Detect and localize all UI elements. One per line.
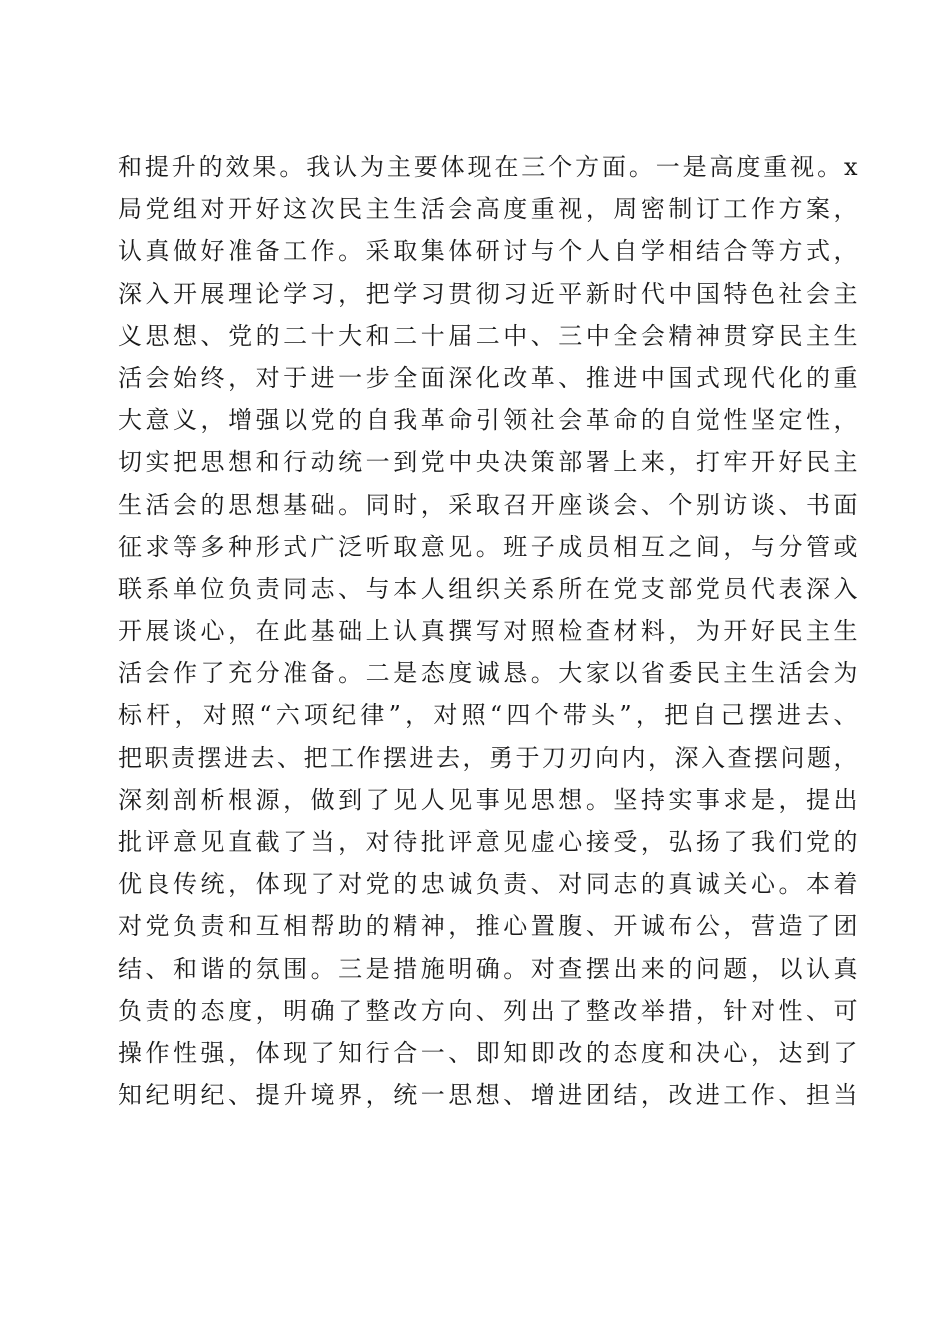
text-line: 结、和谐的氛围。三是措施明确。对查摆出来的问题，以认真 [118, 954, 858, 983]
text-line: 义思想、党的二十大和二十届二中、三中全会精神贯穿民主生 [118, 321, 858, 350]
text-line: 生活会的思想基础。同时，采取召开座谈会、个别访谈、书面 [118, 490, 858, 519]
text-line: 批评意见直截了当，对待批评意见虚心接受，弘扬了我们党的 [118, 828, 858, 856]
text-line: 优良传统，体现了对党的忠诚负责、对同志的真诚关心。本着 [118, 870, 858, 899]
text-line: 负责的态度，明确了整改方向、列出了整改举措，针对性、可 [118, 996, 858, 1025]
body-paragraph [118, 146, 858, 1116]
text-line: 深刻剖析根源，做到了见人见事见思想。坚持实事求是，提出 [118, 785, 858, 814]
text-line: 局党组对开好这次民主生活会高度重视，周密制订工作方案， [118, 195, 858, 224]
text-line: 对党负责和互相帮助的精神，推心置腹、开诚布公，营造了团 [118, 912, 858, 941]
text-line: 活会始终，对于进一步全面深化改革、推进中国式现代化的重 [118, 363, 858, 392]
text-line: 切实把思想和行动统一到党中央决策部署上来，打牢开好民主 [118, 448, 858, 477]
text-line: 联系单位负责同志、与本人组织关系所在党支部党员代表深入 [118, 574, 858, 603]
text-line: 征求等多种形式广泛听取意见。班子成员相互之间，与分管或 [118, 532, 858, 561]
text-line: 和提升的效果。我认为主要体现在三个方面。一是高度重视。x [118, 153, 858, 181]
text-line: 标杆，对照“六项纪律”，对照“四个带头”，把自己摆进去、 [118, 701, 858, 730]
text-line: 活会作了充分准备。二是态度诚恳。大家以省委民主生活会为 [118, 659, 858, 688]
text-line: 把职责摆进去、把工作摆进去，勇于刀刃向内，深入查摆问题， [118, 743, 858, 772]
text-line: 认真做好准备工作。采取集体研讨与个人自学相结合等方式， [118, 237, 858, 266]
text-line: 开展谈心，在此基础上认真撰写对照检查材料，为开好民主生 [118, 617, 858, 646]
text-line: 操作性强，体现了知行合一、即知即改的态度和决心，达到了 [118, 1038, 858, 1067]
text-line: 知纪明纪、提升境界，统一思想、增进团结，改进工作、担当 [118, 1081, 858, 1110]
text-line: 大意义，增强以党的自我革命引领社会革命的自觉性坚定性， [118, 406, 858, 435]
text-line: 深入开展理论学习，把学习贯彻习近平新时代中国特色社会主 [118, 279, 858, 308]
